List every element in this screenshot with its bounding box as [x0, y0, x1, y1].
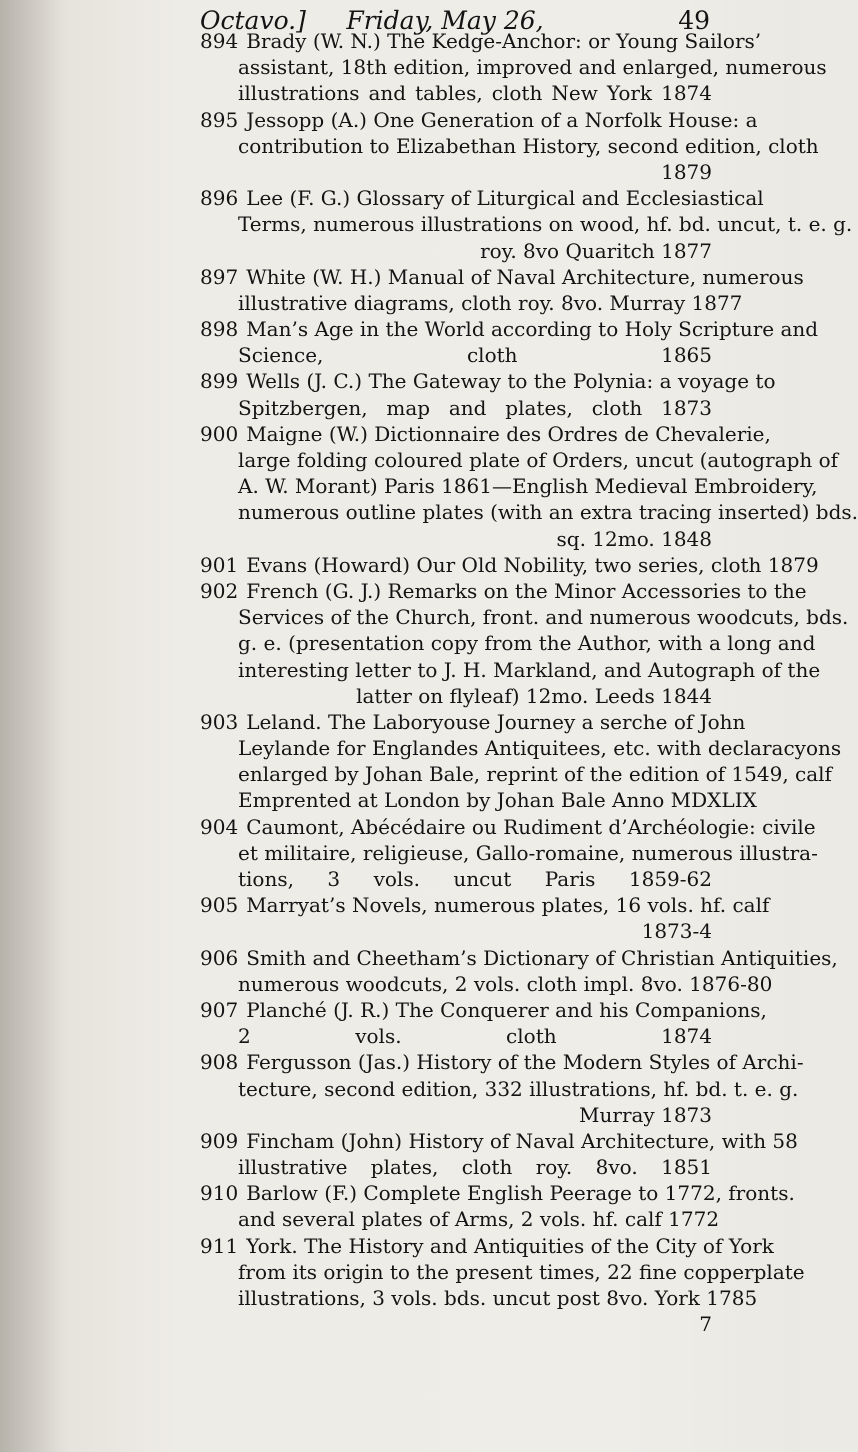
entry-text: illustrations, 3 vols. bds. uncut post 8vo. York 1785 [238, 1286, 758, 1310]
catalogue-entry [200, 1311, 712, 1337]
entry-text: Barlow (F.) Complete English Peerage to 1772, fronts. [246, 1181, 795, 1206]
entry-text: Caumont, Abécédaire ou Rudiment d’Archéologie: civile [246, 814, 816, 839]
entry-text: Leland. The Laboryouse Journey a serche of John [246, 709, 746, 734]
entry-text: Science, cloth 1865 [238, 343, 712, 368]
catalogue-entry [200, 709, 842, 814]
catalogue-entry [200, 421, 858, 552]
entry-line [200, 473, 818, 499]
entry-text: White (W. H.) Manual of Naval Architecture, numerous [246, 264, 804, 289]
entry-text: Leylande for Englandes Antiquitees, etc. with declaracyons [238, 736, 842, 761]
entry-text: enlarged by Johan Bale, reprint of the edition of 1549, calf [238, 762, 832, 787]
catalogue-entry [200, 28, 827, 107]
entry-line [200, 80, 712, 106]
catalogue-entry [200, 552, 819, 578]
entry-text: tions, 3 vols. uncut Paris 1859-62 [238, 867, 712, 891]
entry-text: Maigne (W.) Dictionnaire des Ordres de Chevalerie, [246, 421, 771, 446]
entry-line [200, 761, 832, 787]
entry-text: latter on flyleaf) 12mo. Leeds 1844 [356, 683, 712, 708]
entry-first-line [200, 892, 770, 918]
entry-first-line [200, 107, 758, 133]
entry-line [200, 1259, 805, 1285]
entry-text: A. W. Morant) Paris 1861—English Medieval Embroidery, [238, 474, 818, 499]
entry-line [200, 1206, 720, 1232]
entry-first-line [200, 185, 764, 211]
entry-line [200, 499, 858, 525]
catalogue-entry [200, 892, 770, 944]
entry-line [200, 395, 712, 421]
lot-number: 901 [200, 552, 239, 577]
entry-first-line [200, 814, 816, 840]
entry-line [200, 1076, 799, 1102]
entry-first-line [200, 421, 771, 447]
entry-text: Fergusson (Jas.) History of the Modern Styles of Archi- [246, 1050, 804, 1075]
entry-line [200, 787, 757, 813]
entry-line [200, 1311, 712, 1337]
entry-first-line [200, 1180, 795, 1206]
entry-text: illustrative diagrams, cloth roy. 8vo. Murray 1877 [238, 290, 743, 315]
catalogue-entry [200, 814, 818, 893]
entry-first-line [200, 945, 838, 971]
entry-text: Services of the Church, front. and numerous woodcuts, bds. [238, 605, 849, 630]
entry-text: York. The History and Antiquities of the City of York [246, 1233, 774, 1258]
entry-text: illustrations and tables, cloth New York 1874 [238, 81, 712, 106]
entry-text: from its origin to the present times, 22 fine copperplate [238, 1259, 805, 1284]
entry-text: 1873-4 [641, 919, 712, 944]
lot-number: 906 [200, 945, 239, 970]
entry-first-line [200, 368, 776, 394]
lot-number: 894 [200, 29, 239, 53]
entry-line [200, 290, 743, 316]
entry-text: assistant, 18th edition, improved and enlarged, numerous [238, 55, 827, 80]
entry-line [200, 657, 821, 683]
entry-line [200, 1102, 712, 1128]
lot-number: 899 [200, 369, 239, 394]
entry-line [200, 526, 712, 552]
entry-text: Spitzbergen, map and plates, cloth 1873 [238, 395, 712, 420]
entry-line [200, 630, 816, 656]
entry-text: Evans (Howard) Our Old Nobility, two series, cloth 1879 [246, 552, 819, 577]
entry-line [200, 54, 827, 80]
entry-first-line [200, 552, 819, 578]
catalogue-entry [200, 945, 838, 997]
catalogue-entry [200, 578, 849, 709]
entry-text: tecture, second edition, 332 illustrations, hf. bd. t. e. g. [238, 1076, 799, 1101]
entry-text: large folding coloured plate of Orders, uncut (autograph of [238, 448, 839, 472]
entry-text: Smith and Cheetham’s Dictionary of Christian Antiquities, [246, 945, 838, 970]
entry-line [200, 1023, 712, 1049]
catalogue-entry [200, 1128, 798, 1180]
entry-line [200, 918, 712, 944]
entry-line [200, 971, 773, 997]
entry-text: Brady (W. N.) The Kedge-Anchor: or Young Sailors’ [246, 29, 762, 53]
entry-line [200, 133, 819, 159]
catalogue-entry [200, 997, 767, 1049]
entry-text: Wells (J. C.) The Gateway to the Polynia: a voyage to [246, 369, 776, 394]
entry-text: Murray 1873 [579, 1102, 712, 1127]
entry-text: Emprented at London by Johan Bale Anno MDXLIX [238, 788, 757, 813]
page-gutter-shadow [0, 0, 70, 1452]
entry-text: Fincham (John) History of Naval Architecture, with 58 [246, 1128, 798, 1153]
entry-line [200, 604, 849, 630]
entry-first-line [200, 316, 819, 342]
catalogue-entry [200, 185, 853, 264]
entry-text: Man’s Age in the World according to Holy Scripture and [246, 317, 819, 342]
entry-line [200, 159, 712, 185]
entry-first-line [200, 1233, 774, 1259]
entry-text: Planché (J. R.) The Conquerer and his Companions, [246, 997, 767, 1022]
entry-line [200, 1154, 712, 1180]
catalogue-entry [200, 1233, 805, 1312]
entry-text: interesting letter to J. H. Markland, and Autograph of the [238, 657, 821, 682]
lot-number: 911 [200, 1233, 239, 1258]
catalogue-entry [200, 1180, 795, 1232]
header-sale-date: Friday, May 26, [346, 6, 544, 35]
entry-text: French (G. J.) Remarks on the Minor Accessories to the [246, 578, 807, 603]
entry-first-line [200, 1128, 798, 1154]
entry-text: numerous woodcuts, 2 vols. cloth impl. 8vo. 1876-80 [238, 971, 773, 996]
entry-text: g. e. (presentation copy from the Author, with a long and [238, 631, 816, 656]
lot-number: 900 [200, 421, 239, 446]
entry-text: roy. 8vo Quaritch 1877 [480, 238, 712, 263]
entry-line [200, 342, 712, 368]
entry-text: 7 [699, 1312, 712, 1337]
catalogue-entry [200, 316, 819, 368]
entry-line [200, 1285, 758, 1311]
lot-number: 905 [200, 893, 239, 918]
page-number: 49 [678, 6, 710, 35]
entry-line [200, 238, 712, 264]
entry-first-line [200, 578, 807, 604]
lot-number: 907 [200, 997, 239, 1022]
entry-first-line [200, 709, 746, 735]
entry-first-line [200, 997, 767, 1023]
entry-text: Jessopp (A.) One Generation of a Norfolk House: a [246, 107, 758, 132]
lot-number: 904 [200, 814, 239, 839]
lot-number: 895 [200, 107, 239, 132]
entry-first-line [200, 1049, 804, 1075]
entry-first-line [200, 28, 762, 54]
entry-text: Lee (F. G.) Glossary of Liturgical and Ecclesiastical [246, 186, 764, 211]
entry-text: 2 vols. cloth 1874 [238, 1024, 712, 1049]
catalogue-entry [200, 107, 819, 186]
catalogue-entry [200, 1049, 804, 1128]
lot-number: 908 [200, 1050, 239, 1075]
entry-text: Terms, numerous illustrations on wood, hf. bd. uncut, t. e. g. [238, 212, 853, 237]
entry-line [200, 866, 712, 892]
entry-line [200, 840, 818, 866]
lot-number: 897 [200, 264, 239, 289]
entry-first-line [200, 264, 804, 290]
entry-text: et militaire, religieuse, Gallo-romaine, numerous illustra- [238, 840, 818, 865]
entry-text: numerous outline plates (with an extra tracing inserted) bds. [238, 500, 858, 525]
entry-text: illustrative plates, cloth roy. 8vo. 1851 [238, 1155, 712, 1180]
entry-line [200, 211, 853, 237]
lot-number: 896 [200, 186, 239, 211]
entry-text: and several plates of Arms, 2 vols. hf. calf 1772 [238, 1207, 720, 1232]
lot-number: 902 [200, 578, 239, 603]
entry-line [200, 447, 839, 473]
lot-list [200, 28, 858, 1337]
header-section-label: Octavo.] [200, 6, 306, 35]
lot-number: 909 [200, 1128, 239, 1153]
catalogue-entry [200, 264, 804, 316]
entry-text: 1879 [661, 159, 712, 184]
entry-text: contribution to Elizabethan History, second edition, cloth [238, 133, 819, 158]
entry-line [200, 735, 842, 761]
lot-number: 898 [200, 317, 239, 342]
lot-number: 910 [200, 1181, 239, 1206]
entry-text: sq. 12mo. 1848 [556, 526, 712, 551]
lot-number: 903 [200, 709, 239, 734]
entry-line [200, 683, 712, 709]
entry-text: Marryat’s Novels, numerous plates, 16 vols. hf. calf [246, 893, 770, 918]
catalogue-entry [200, 368, 776, 420]
